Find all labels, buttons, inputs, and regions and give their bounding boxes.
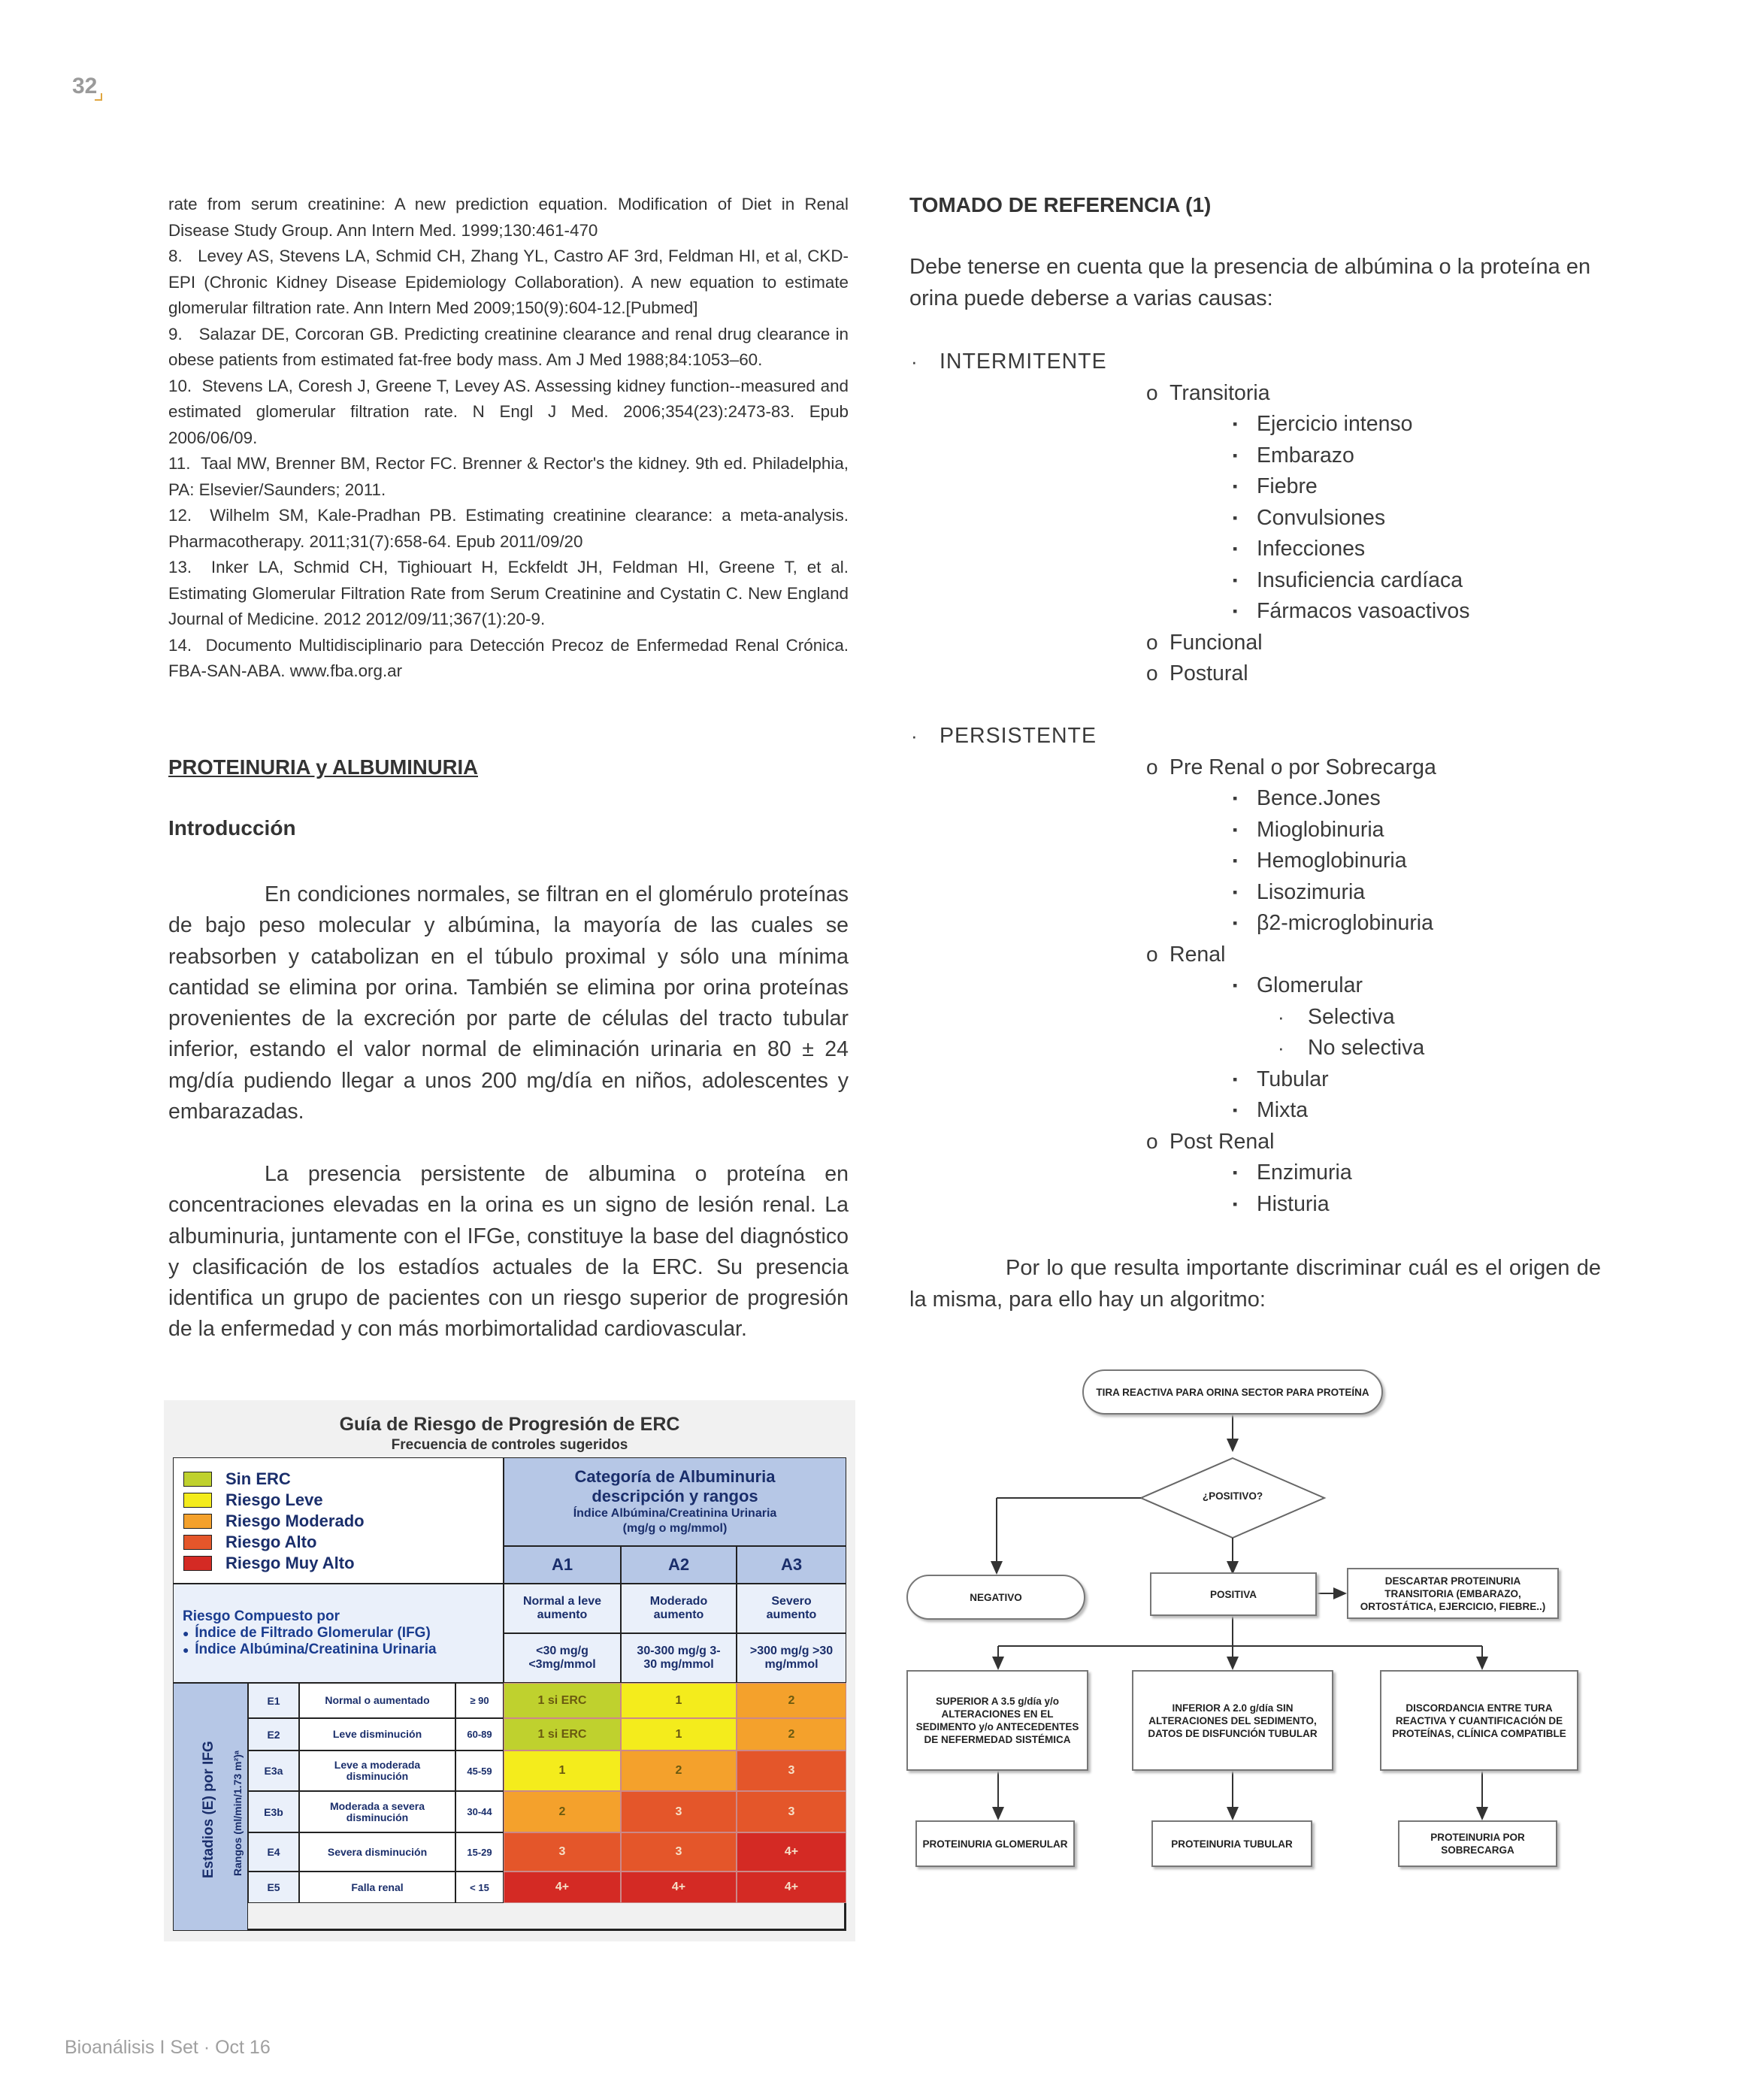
reference-item: 13. Inker LA, Schmid CH, Tighiouart H, Eckfeldt JH, Feldman HI, Greene T, et al. Estimating Glomerular Filtration Rate from Serum Creatinine and Cystatin C. New England Journal of Medicine. 2012 2012/09/11;367(1):20-9. <box>168 558 849 628</box>
section-title: PROTEINURIA y ALBUMINURIA <box>168 755 478 779</box>
list-bullet: · <box>1278 1036 1284 1059</box>
risk-cell: 2 <box>737 1718 846 1751</box>
cause-item: Embarazo <box>1257 443 1354 468</box>
cause-item: Bence.Jones <box>1257 786 1381 810</box>
conclusion <box>909 1253 1601 1315</box>
category-header-text: (mg/g o mg/mmol) <box>622 1522 728 1535</box>
cause-item: Convulsiones <box>1257 505 1386 530</box>
list-bullet: ▪ <box>1233 791 1238 806</box>
risk-cell: 1 si ERC <box>504 1683 621 1718</box>
stage-code: E5 <box>248 1872 299 1903</box>
start-box: TIRA REACTIVA PARA ORINA SECTOR PARA PROTEÍNA <box>1082 1369 1383 1415</box>
category-header-text: Índice Albúmina/Creatinina Urinaria <box>573 1507 777 1520</box>
page-footer: Bioanálisis I Set · Oct 16 <box>65 2037 271 2058</box>
category-header <box>504 1457 846 1546</box>
legend-swatch <box>183 1493 212 1508</box>
legend-swatch <box>183 1535 212 1550</box>
list-bullet: o <box>1146 380 1158 404</box>
cause-item: Tubular <box>1257 1067 1329 1091</box>
list-bullet: o <box>1146 942 1158 966</box>
cause-item: Enzimuria <box>1257 1160 1352 1185</box>
causes-intro: Debe tenerse en cuenta que la presencia de albúmina o la proteína en orina puede deberse a varias causas: <box>909 255 1591 310</box>
cause-item: Pre Renal o por Sobrecarga <box>1169 755 1436 779</box>
reference-item: 9. Salazar DE, Corcoran GB. Predicting creatinine clearance and renal drug clearance in obese patients from estimated fat-free body mass. Am J Med 1988;84:1053–60. <box>168 324 849 369</box>
column-range: <30 mg/g <3mg/mmol <box>504 1633 621 1683</box>
stage-code: E2 <box>248 1718 299 1751</box>
list-bullet: o <box>1146 755 1158 779</box>
bullet-dot: ● <box>183 1627 195 1639</box>
stage-description: Severa disminución <box>299 1832 455 1872</box>
compuesto-item: Índice de Filtrado Glomerular (IFG) <box>195 1625 431 1641</box>
paragraph-text: En condiciones normales, se filtran en el glomérulo proteínas de bajo peso molecular y albúmina, la mayoría de las cuales se reabsorben y catabolizan en el túbulo proximal y sólo una mínima cantidad se elimina por orina. También se elimina por orina proteínas provenientes de la excreción por parte de células del tracto tubular inferior, estando el valor normal de eliminación urinaria en 80 ± 24 mg/día pudiendo llegar a unos 200 mg/día en niños, adolescentes y embarazadas. <box>168 882 849 1124</box>
cause-item: Histuria <box>1257 1191 1330 1216</box>
stage-range: 45-59 <box>455 1751 504 1791</box>
reference-item: 11. Taal MW, Brenner BM, Rector FC. Brenner & Rector's the kidney. 9th ed. Philadelphia, PA: Elsevier/Saunders; 2011. <box>168 454 849 499</box>
risk-cell: 3 <box>621 1791 737 1832</box>
risk-cell: 4+ <box>621 1872 737 1903</box>
legend-swatch <box>183 1472 212 1487</box>
list-bullet: ▪ <box>1233 1196 1238 1212</box>
proteinuria-algorithm <box>899 1353 1589 1879</box>
list-bullet: ▪ <box>1233 915 1238 930</box>
branch-sobrecarga: DISCORDANCIA ENTRE TURA REACTIVA Y CUANTIFICACIÓN DE PROTEÍNAS, CLÍNICA COMPATIBLE <box>1380 1670 1578 1771</box>
cause-item: Ejercicio intenso <box>1257 412 1413 436</box>
stage-description: Normal o aumentado <box>299 1683 455 1718</box>
stage-description: Falla renal <box>299 1872 455 1903</box>
list-bullet: · <box>911 725 918 747</box>
bullet-dot: ● <box>183 1644 195 1656</box>
risk-cell: 2 <box>504 1791 621 1832</box>
negativo-box: NEGATIVO <box>906 1575 1085 1620</box>
cause-item: Funcional <box>1169 630 1263 655</box>
reference-list <box>168 192 849 685</box>
column-code: A3 <box>737 1546 846 1584</box>
stage-description: Moderada a severa disminución <box>299 1791 455 1832</box>
category-header-text: Categoría de Albuminuria descripción y rangos <box>574 1467 776 1505</box>
risk-cell: 1 si ERC <box>504 1718 621 1751</box>
reference-item: rate from serum creatinine: A new prediction equation. Modification of Diet in Renal Disease Study Group. Ann Intern Med. 1999;130:461-470 <box>168 195 849 240</box>
side-label-stages: Estadios (E) por IFG <box>201 1741 216 1878</box>
reference-item: 14. Documento Multidisciplinario para Detección Precoz de Enfermedad Renal Crónica. FBA-SAN-ABA. www.fba.org.ar <box>168 635 849 680</box>
stage-description: Leve a moderada disminución <box>299 1751 455 1791</box>
list-bullet: ▪ <box>1233 1071 1238 1087</box>
stage-code: E4 <box>248 1832 299 1872</box>
paragraph-text: La presencia persistente de albumina o proteína en concentraciones elevadas en la orina es un signo de lesión renal. La albuminuria, juntamente con el IFGe, constituye la base del diagnóstico y clasificación de los estadíos actuales de la ERC. Su presencia identifica un grupo de pacientes con un riesgo superior de progresión de la enfermedad y con más morbimortalidad cardiovascular. <box>168 1162 849 1342</box>
list-bullet: ▪ <box>1233 884 1238 900</box>
cause-item: INTERMITENTE <box>940 349 1107 374</box>
cause-item: Hemoglobinuria <box>1257 849 1407 873</box>
stage-range: 15-29 <box>455 1832 504 1872</box>
list-bullet: · <box>1278 1005 1284 1028</box>
outcome-tubular: PROTEINURIA TUBULAR <box>1151 1820 1312 1867</box>
list-bullet: ▪ <box>1233 479 1238 494</box>
stage-range: < 15 <box>455 1872 504 1903</box>
cause-item: Lisozimuria <box>1257 879 1366 904</box>
list-bullet: ▪ <box>1233 541 1238 556</box>
list-bullet: o <box>1146 630 1158 654</box>
stage-code: E3b <box>248 1791 299 1832</box>
legend-item <box>183 1554 355 1573</box>
legend-swatch <box>183 1556 212 1571</box>
stage-range: 60-89 <box>455 1718 504 1751</box>
cause-item: Post Renal <box>1169 1129 1275 1154</box>
legend-label: Riesgo Muy Alto <box>225 1554 355 1572</box>
risk-cell: 3 <box>504 1832 621 1872</box>
reference-heading: TOMADO DE REFERENCIA (1) <box>909 193 1212 216</box>
legend-label: Riesgo Leve <box>225 1490 323 1509</box>
branch-tubular: INFERIOR A 2.0 g/día SIN ALTERACIONES DEL SEDIMENTO, DATOS DE DISFUNCIÓN TUBULAR <box>1132 1670 1333 1771</box>
legend-label: Riesgo Moderado <box>225 1511 365 1530</box>
branch-glomerular: SUPERIOR A 3.5 g/día y/o ALTERACIONES EN EL SEDIMENTO y/o ANTECEDENTES DE NEFERMEDAD SISTÉMICA <box>906 1670 1088 1771</box>
list-bullet: ▪ <box>1233 604 1238 619</box>
cause-item: Fiebre <box>1257 474 1318 498</box>
stage-code: E3a <box>248 1751 299 1791</box>
intro-heading: Introducción <box>168 816 296 840</box>
risk-table-title: Guía de Riesgo de Progresión de ERC <box>339 1414 680 1435</box>
compuesto-title: Riesgo Compuesto por <box>183 1608 340 1624</box>
cause-item: Selectiva <box>1308 1004 1395 1029</box>
column-code: A2 <box>621 1546 737 1584</box>
risk-cell: 2 <box>621 1751 737 1791</box>
cause-item: Transitoria <box>1169 380 1270 405</box>
risk-cell: 4+ <box>737 1832 846 1872</box>
list-bullet: ▪ <box>1233 853 1238 868</box>
legend-swatch <box>183 1514 212 1529</box>
cause-item: Renal <box>1169 942 1226 967</box>
cause-item: No selectiva <box>1308 1036 1425 1060</box>
legend-item <box>183 1511 365 1531</box>
risk-cell: 3 <box>737 1751 846 1791</box>
legend-item <box>183 1490 323 1510</box>
cause-item: Infecciones <box>1257 537 1366 561</box>
side-label-ranges: Rangos (ml/min/1.73 m²)ᵃ <box>231 1750 244 1876</box>
legend-label: Riesgo Alto <box>225 1533 317 1551</box>
risk-cell: 3 <box>737 1791 846 1832</box>
cause-item: β2-microglobinuria <box>1257 911 1433 935</box>
outcome-glomerular: PROTEINURIA GLOMERULAR <box>915 1820 1075 1867</box>
paragraph-2 <box>168 1159 849 1345</box>
positiva-box: POSITIVA <box>1150 1572 1317 1616</box>
page-number: 32 <box>72 74 98 98</box>
reference-item: 12. Wilhelm SM, Kale-Pradhan PB. Estimating creatinine clearance: a meta-analysis. Pharmacotherapy. 2011;31(7):658-64. Epub 2011/09/20 <box>168 506 849 551</box>
cause-item: Insuficiencia cardíaca <box>1257 567 1463 592</box>
cause-item: Fármacos vasoactivos <box>1257 599 1470 623</box>
compuesto-box <box>173 1584 504 1683</box>
column-description: Normal a leve aumento <box>504 1584 621 1633</box>
stage-range: 30-44 <box>455 1791 504 1832</box>
risk-cell: 1 <box>504 1751 621 1791</box>
risk-cell: 1 <box>621 1718 737 1751</box>
list-bullet: · <box>911 350 918 373</box>
risk-cell: 2 <box>737 1683 846 1718</box>
list-bullet: o <box>1146 661 1158 685</box>
risk-cell: 4+ <box>737 1872 846 1903</box>
legend-label: Sin ERC <box>225 1469 291 1488</box>
legend-item <box>183 1533 316 1552</box>
stage-code: E1 <box>248 1683 299 1718</box>
list-bullet: ▪ <box>1233 822 1238 837</box>
descartar-box: DESCARTAR PROTEINURIA TRANSITORIA (EMBARAZO, ORTOSTÁTICA, EJERCICIO, FIEBRE..) <box>1347 1568 1559 1619</box>
list-bullet: ▪ <box>1233 510 1238 525</box>
cause-item: Postural <box>1169 661 1248 685</box>
legend-item <box>183 1469 291 1489</box>
cause-item: Glomerular <box>1257 973 1363 997</box>
outcome-sobrecarga: PROTEINURIA POR SOBRECARGA <box>1398 1820 1557 1867</box>
list-bullet: ▪ <box>1233 447 1238 463</box>
column-range: 30-300 mg/g 3-30 mg/mmol <box>621 1633 737 1683</box>
list-bullet: ▪ <box>1233 572 1238 588</box>
column-range: >300 mg/g >30 mg/mmol <box>737 1633 846 1683</box>
risk-cell: 1 <box>621 1683 737 1718</box>
risk-table-subtitle: Frecuencia de controles sugeridos <box>391 1437 628 1453</box>
list-bullet: ▪ <box>1233 416 1238 431</box>
list-bullet: o <box>1146 1129 1158 1153</box>
reference-item: 8. Levey AS, Stevens LA, Schmid CH, Zhang YL, Castro AF 3rd, Feldman HI, et al, CKD-EPI (Chronic Kidney Disease Epidemiology Collaboration). A new equation to estimate glomerular filtration rate. Ann Intern Med 2009;150(9):604-12.[Pubmed] <box>168 247 849 317</box>
risk-cell: 3 <box>621 1832 737 1872</box>
decision-label: ¿POSITIVO? <box>1202 1490 1263 1502</box>
cause-item: Mixta <box>1257 1098 1309 1122</box>
list-bullet: ▪ <box>1233 978 1238 993</box>
page-number-mark <box>95 93 102 101</box>
column-description: Severo aumento <box>737 1584 846 1633</box>
column-description: Moderado aumento <box>621 1584 737 1633</box>
cause-item: Mioglobinuria <box>1257 817 1384 842</box>
compuesto-item: Índice Albúmina/Creatinina Urinaria <box>195 1642 437 1657</box>
list-bullet: ▪ <box>1233 1165 1238 1180</box>
list-bullet: ▪ <box>1233 1103 1238 1118</box>
column-code: A1 <box>504 1546 621 1584</box>
conclusion-text: Por lo que resulta importante discriminar cuál es el origen de la misma, para ello hay un algoritmo: <box>909 1256 1601 1312</box>
paragraph-1 <box>168 879 849 1127</box>
stage-range: ≥ 90 <box>455 1683 504 1718</box>
risk-cell: 4+ <box>504 1872 621 1903</box>
cause-item: PERSISTENTE <box>940 724 1097 748</box>
risk-guide-table <box>164 1400 855 1941</box>
stage-description: Leve disminución <box>299 1718 455 1751</box>
reference-item: 10. Stevens LA, Coresh J, Greene T, Levey AS. Assessing kidney function--measured and estimated glomerular filtration rate. N Engl J Med. 2006;354(23):2473-83. Epub 2006/06/09. <box>168 376 849 447</box>
